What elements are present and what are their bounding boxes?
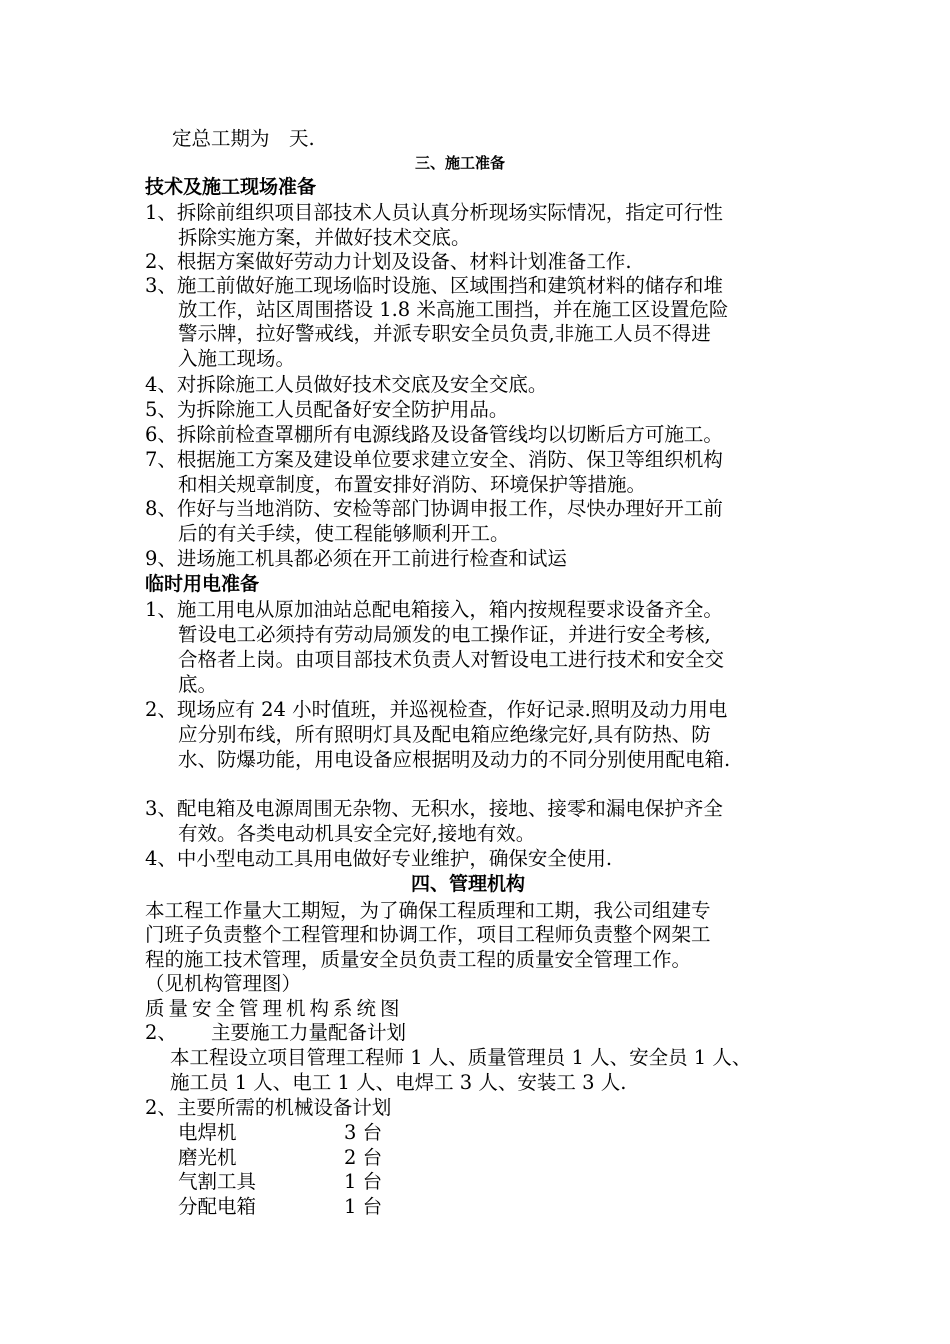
power-item-1-line-2: 暂设电工必须持有劳动局颁发的电工操作证，并进行安全考核,	[178, 623, 711, 646]
tech-item-3-line-4: 入施工现场。	[178, 347, 296, 370]
power-item-3-line-2: 有效。各类电动机具安全完好,接地有效。	[178, 822, 536, 845]
equipment-row-3-name: 气割工具	[178, 1170, 257, 1193]
power-item-2-line-3: 水、防爆功能，用电设备应根据明及动力的不同分别使用配电箱.	[178, 748, 731, 771]
power-item-3-line-1: 3、配电箱及电源周围无杂物、无积水，接地、接零和漏电保护齐全	[145, 797, 723, 820]
tech-item-7-line-2: 和相关规章制度，布置安排好消防、环境保护等措施。	[178, 473, 647, 496]
tech-item-1-line-2: 拆除实施方案，并做好技术交底。	[178, 226, 471, 249]
tech-item-9: 9、进场施工机具都必须在开工前进行检查和试运	[145, 547, 567, 570]
equipment-plan-heading: 2、主要所需的机械设备计划	[145, 1096, 392, 1119]
section-3-title: 三、施工准备	[415, 154, 506, 172]
labor-plan-heading: 主要施工力量配备计划	[211, 1021, 407, 1044]
section-4-title: 四、管理机构	[411, 873, 526, 895]
equipment-row-1-name: 电焊机	[178, 1121, 237, 1144]
power-item-2-line-1: 2、现场应有 24 小时值班，并巡视检查，作好记录.照明及动力用电	[145, 698, 728, 721]
org-chart-title: 质量安全管理机构系统图	[145, 997, 404, 1020]
equipment-row-2-qty: 2 台	[344, 1146, 383, 1169]
equipment-row-4-qty: 1 台	[344, 1195, 383, 1218]
tech-item-3-line-3: 警示牌，拉好警戒线，并派专职安全员负责,非施工人员不得进	[178, 322, 711, 345]
labor-plan-line-2: 施工员 1 人、电工 1 人、电焊工 3 人、安装工 3 人.	[170, 1071, 627, 1094]
tech-item-7-line-1: 7、根据施工方案及建设单位要求建立安全、消防、保卫等组织机构	[145, 448, 723, 471]
tech-item-2: 2、根据方案做好劳动力计划及设备、材料计划准备工作.	[145, 250, 632, 273]
power-item-2-line-2: 应分别布线，所有照明灯具及配电箱应绝缘完好,具有防热、防	[178, 723, 711, 746]
management-paragraph-line-3: 程的施工技术管理，质量安全员负责工程的质量安全管理工作。	[145, 948, 692, 971]
tech-prep-heading: 技术及施工现场准备	[145, 176, 317, 198]
equipment-row-3-qty: 1 台	[344, 1170, 383, 1193]
tech-item-8-line-2: 后的有关手续，使工程能够顺利开工。	[178, 522, 510, 545]
power-item-1-line-4: 底。	[178, 673, 218, 696]
management-paragraph-line-1: 本工程工作量大工期短，为了确保工程质理和工期，我公司组建专	[145, 899, 711, 922]
tech-item-8-line-1: 8、作好与当地消防、安检等部门协调申报工作，尽快办理好开工前	[145, 497, 723, 520]
management-paragraph-line-2: 门班子负责整个工程管理和协调工作，项目工程师负责整个网架工	[145, 923, 711, 946]
equipment-row-2-name: 磨光机	[178, 1146, 237, 1169]
management-paragraph-line-4: （见机构管理图）	[145, 972, 302, 995]
equipment-row-1-qty: 3 台	[344, 1121, 383, 1144]
equipment-row-4-name: 分配电箱	[178, 1195, 257, 1218]
power-item-1-line-1: 1、施工用电从原加油站总配电箱接入，箱内按规程要求设备齐全。	[145, 598, 723, 621]
tech-item-6: 6、拆除前检查罩棚所有电源线路及设备管线均以切断后方可施工。	[145, 423, 723, 446]
tech-item-4: 4、对拆除施工人员做好技术交底及安全交底。	[145, 373, 548, 396]
labor-plan-number: 2、	[145, 1021, 177, 1044]
tech-item-1-line-1: 1、拆除前组织项目部技术人员认真分析现场实际情况，指定可行性	[145, 201, 723, 224]
tech-item-3-line-1: 3、施工前做好施工现场临时设施、区域围挡和建筑材料的储存和堆	[145, 274, 723, 297]
labor-plan-line-1: 本工程设立项目管理工程师 1 人、质量管理员 1 人、安全员 1 人、	[170, 1046, 752, 1069]
power-item-4: 4、中小型电动工具用电做好专业维护，确保安全使用.	[145, 847, 613, 870]
power-item-1-line-3: 合格者上岗。由项目部技术负责人对暂设电工进行技术和安全交	[178, 648, 725, 671]
power-prep-heading: 临时用电准备	[145, 573, 260, 595]
tech-item-3-line-2: 放工作，站区周围搭设 1.8 米高施工围挡，并在施工区设置危险	[178, 298, 729, 321]
total-duration-line: 定总工期为 天.	[172, 127, 315, 150]
tech-item-5: 5、为拆除施工人员配备好安全防护用品。	[145, 398, 509, 421]
